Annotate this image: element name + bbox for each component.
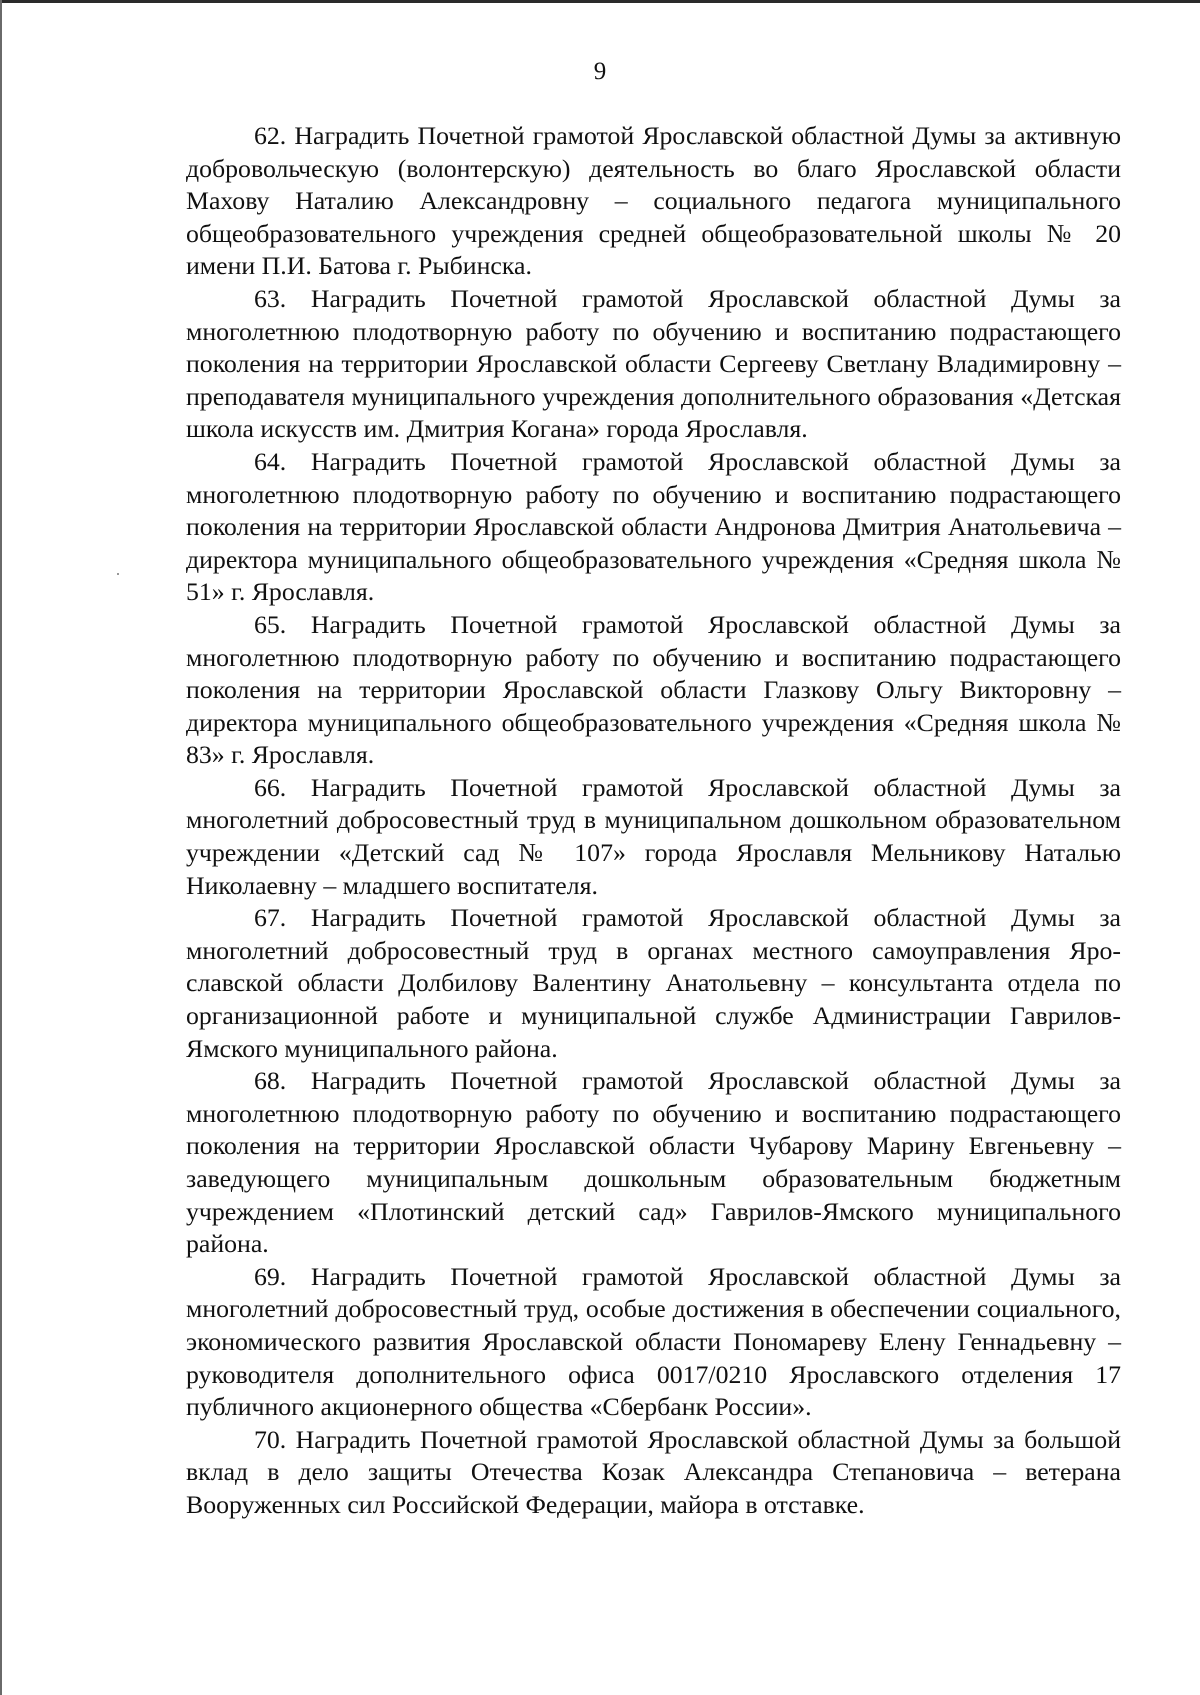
scan-speck <box>117 573 119 575</box>
page-number: 9 <box>593 58 607 85</box>
paragraph-item-63: 63. Наградить Почетной грамотой Ярославской областной Думы за многолетнюю плодотворную работу по обучению и воспитанию подрастающего поколения на территории Ярославской области Сергееву Светлану Владимировну – преподавателя муниципального учреждения дополнительного образования «Детская школа искусств им. Дмитрия Когана» города Ярославля. <box>186 283 1121 444</box>
scan-edge-top <box>0 0 1200 3</box>
paragraph-item-67: 67. Наградить Почетной грамотой Ярославской областной Думы за многолетний добросовестный труд в органах местного самоуправления Ярославской области Долбилову Валентину Анатольевну – консультанта отдела по организационной работе и муниципальной службе Администрации Гаврилов-Ямского муниципального района. <box>186 903 1121 1063</box>
paragraph-item-65: 65. Наградить Почетной грамотой Ярославской областной Думы за многолетнюю плодотворную работу по обучению и воспитанию подрастающего поколения на территории Ярославской области Глазкову Ольгу Викторовну – директора муниципального общеобразовательного учреждения «Средняя школа № 83» г. Ярославля. <box>186 609 1121 770</box>
paragraph-item-62: 62. Наградить Почетной грамотой Ярославской областной Думы за активную добровольческую (волонтерскую) деятельность во благо Ярославской области Махову Наталию Александровну – социального педагога муниципального общеобразовательного учреждения средней общеобразовательной школы № 20 имени П.И. Батова г. Рыбинска. <box>186 121 1121 281</box>
paragraph-item-66: 66. Наградить Почетной грамотой Ярославской областной Думы за многолетний добросовестный труд в муниципальном дошкольном образовательном учреждении «Детский сад № 107» города Ярославля Мельникову Наталью Николаевну – младшего воспитателя. <box>186 772 1121 900</box>
paragraph-item-69: 69. Наградить Почетной грамотой Ярославской областной Думы за многолетний добросовестный труд, особые достижения в обеспечении социального, экономического развития Ярославской области Пономареву Елену Геннадьевну – руководителя дополнительного офиса 0017/0210 Ярославского отделения 17 публичного акционерного общества «Сбербанк России». <box>186 1261 1121 1422</box>
paragraph-item-64: 64. Наградить Почетной грамотой Ярославской областной Думы за многолетнюю плодотворную работу по обучению и воспитанию подрастающего поколения на территории Ярославской области Андронова Дмитрия Анатольевича – директора муниципального общеобразовательного учреждения «Средняя школа № 51» г. Ярославля. <box>186 446 1121 607</box>
paragraph-item-68: 68. Наградить Почетной грамотой Ярославской областной Думы за многолетнюю плодотворную работу по обучению и воспитанию подрастающего поколения на территории Ярославской области Чубарову Марину Евгеньевну – заведующего муниципальным дошкольным образовательным бюджетным учреждением «Плотинский детский сад» Гаврилов-Ямского муниципального района. <box>186 1066 1121 1259</box>
scan-edge-left <box>0 0 2 1695</box>
document-body <box>186 120 1121 1522</box>
paragraph-item-70: 70. Наградить Почетной грамотой Ярославской областной Думы за большой вклад в дело защиты Отечества Козак Александра Степановича – ветерана Вооруженных сил Российской Федерации, майора в отставке. <box>186 1424 1121 1519</box>
